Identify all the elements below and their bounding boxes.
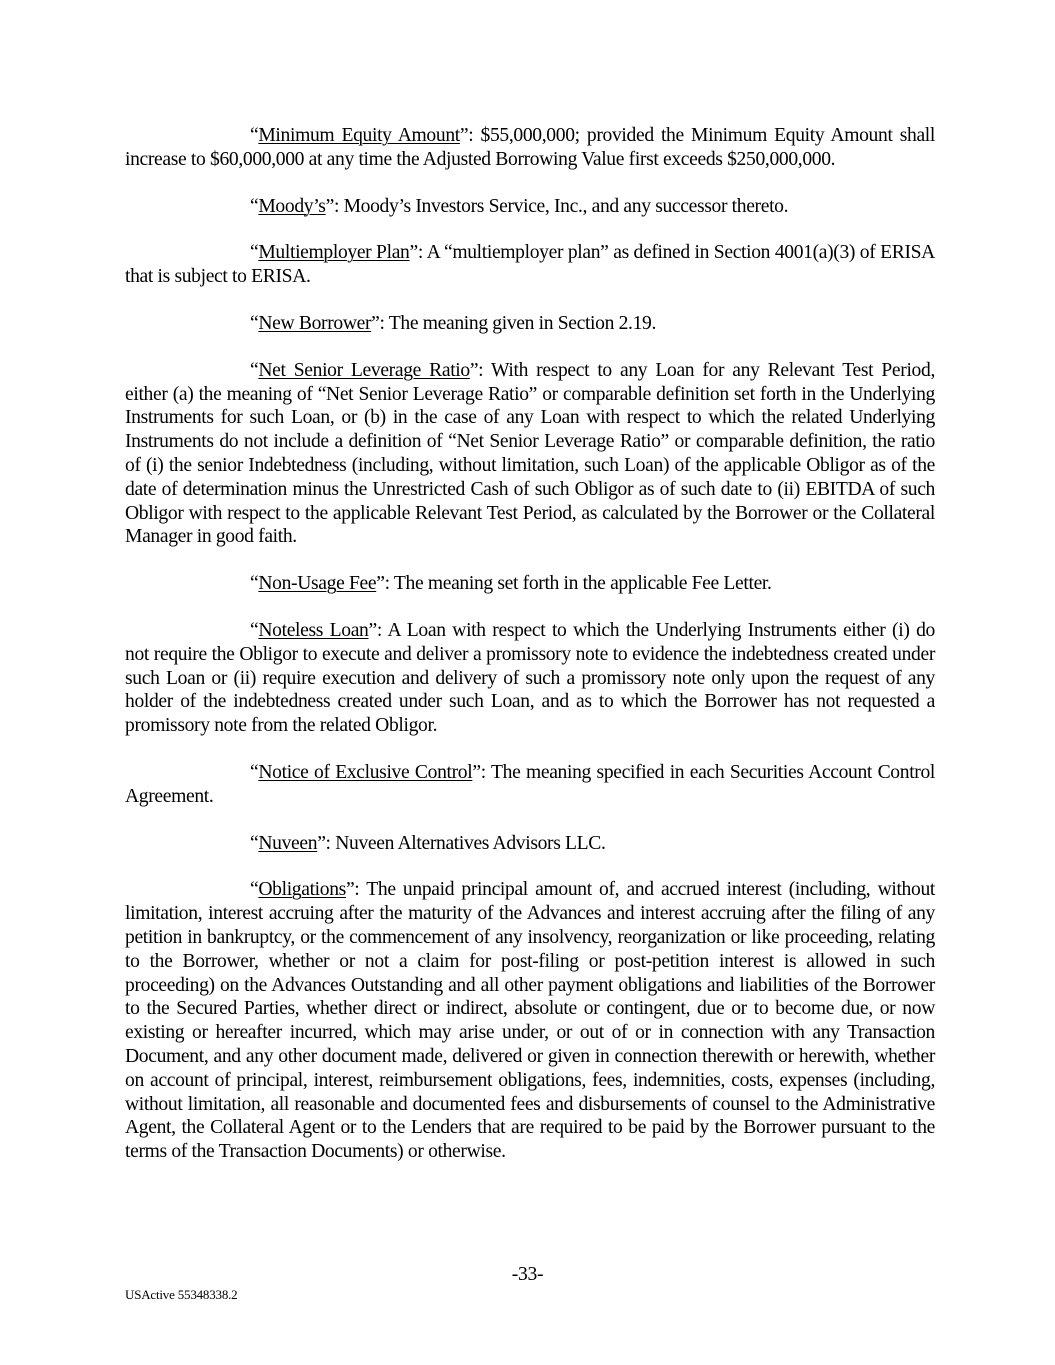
open-quote: “	[250, 242, 259, 264]
definition-body: A Loan with respect to which the Underlying Instruments either (i) do not require the Obligor to execute and deliver a promissory note to evidence the indebtedness created under such Loan or (ii) require execution and delivery of such a promissory note only upon the request of any holder of the indebtedness created under such Loan, and as to which the Borrower has not requested a promissory note from the related Obligor.	[125, 619, 935, 737]
term-close: ”:	[472, 761, 491, 783]
defined-term: Moody’s	[258, 195, 326, 217]
open-quote: “	[250, 125, 259, 146]
definition-minimum-equity-amount	[125, 124, 935, 172]
definition-body: With respect to any Loan for any Relevant Test Period, either (a) the meaning of “Net Senior Leverage Ratio” or comparable definition set forth in the Underlying Instruments for such Loan, or (b) in the case of any Loan with respect to which the related Underlying Instruments do not include a definition of “Net Senior Leverage Ratio” or comparable definition, the ratio of (i) the senior Indebtedness (including, without limitation, such Loan) of the applicable Obligor as of the date of determination minus the Unrestricted Cash of such Obligor as of such date to (ii) EBITDA of such Obligor with respect to the applicable Relevant Test Period, as calculated by the Borrower or the Collateral Manager in good faith.	[125, 359, 935, 548]
page-number: -33-	[511, 1264, 544, 1285]
term-close: ”:	[325, 195, 344, 217]
document-page	[125, 124, 935, 1187]
defined-term: Minimum Equity Amount	[258, 125, 460, 146]
term-close: ”:	[459, 125, 481, 146]
open-quote: “	[250, 879, 259, 901]
document-id: USActive 55348338.2	[125, 1287, 238, 1302]
term-close: ”:	[409, 242, 427, 264]
defined-term: Multiemployer Plan	[258, 242, 410, 264]
open-quote: “	[250, 359, 259, 381]
open-quote: “	[250, 195, 259, 217]
definition-new-borrower	[125, 312, 935, 336]
definition-non-usage-fee	[125, 572, 935, 596]
definition-net-senior-leverage-ratio	[125, 359, 935, 549]
open-quote: “	[250, 619, 259, 641]
term-close: ”:	[368, 619, 388, 641]
open-quote: “	[250, 761, 259, 783]
defined-term: Non-Usage Fee	[258, 573, 377, 595]
open-quote: “	[250, 312, 259, 334]
term-close: ”:	[345, 879, 367, 901]
defined-term: Nuveen	[258, 832, 318, 854]
definition-body: $55,000,000; provided the Minimum Equity Amount shall increase to $60,000,000 at any time the Adjusted Borrowing Value first exceeds $250,000,000.	[125, 125, 935, 170]
definition-notice-of-exclusive-control	[125, 761, 935, 809]
definition-noteless-loan	[125, 619, 935, 738]
definition-multiemployer-plan	[125, 241, 935, 289]
open-quote: “	[250, 573, 259, 595]
definition-obligations	[125, 878, 935, 1164]
term-close: ”:	[469, 359, 492, 381]
definition-body: The meaning given in Section 2.19.	[388, 312, 657, 334]
definition-moodys	[125, 195, 935, 219]
definition-body: Moody’s Investors Service, Inc., and any successor thereto.	[343, 195, 789, 217]
defined-term: Noteless Loan	[258, 619, 369, 641]
defined-term: Obligations	[258, 879, 346, 901]
open-quote: “	[250, 832, 259, 854]
definition-nuveen	[125, 832, 935, 856]
term-close: ”:	[376, 573, 394, 595]
definition-body: The unpaid principal amount of, and accrued interest (including, without limitation, interest accruing after the maturity of the Advances and interest accruing after the filing of any petition in bankruptcy, or the commencement of any insolvency, reorganization or like proceeding, relating to the Borrower, whether or not a claim for post-filing or post-petition interest is allowed in such proceeding) on the Advances Outstanding and all other payment obligations and liabilities of the Borrower to the Secured Parties, whether direct or indirect, absolute or contingent, due or to become due, or now existing or hereafter incurred, which may arise under, or out of or in connection with any Transaction Document, and any other document made, delivered or given in connection therewith or herewith, whether on account of principal, interest, reimbursement obligations, fees, indemnities, costs, expenses (including, without limitation, all reasonable and documented fees and disbursements of counsel to the Administrative Agent, the Collateral Agent or to the Lenders that are required to be paid by the Borrower pursuant to the terms of the Transaction Documents) or otherwise.	[125, 879, 935, 1163]
definition-body: Nuveen Alternatives Advisors LLC.	[335, 832, 606, 854]
defined-term: New Borrower	[258, 312, 372, 334]
definition-body: A “multiemployer plan” as defined in Section 4001(a)(3) of ERISA that is subject to ERISA.	[125, 242, 935, 288]
definition-body: The meaning specified in each Securities Account Control Agreement.	[125, 761, 936, 807]
defined-term: Notice of Exclusive Control	[258, 761, 473, 783]
term-close: ”:	[371, 312, 389, 334]
defined-term: Net Senior Leverage Ratio	[258, 359, 470, 381]
definition-body: The meaning set forth in the applicable Fee Letter.	[393, 573, 772, 595]
term-close: ”:	[317, 832, 336, 854]
